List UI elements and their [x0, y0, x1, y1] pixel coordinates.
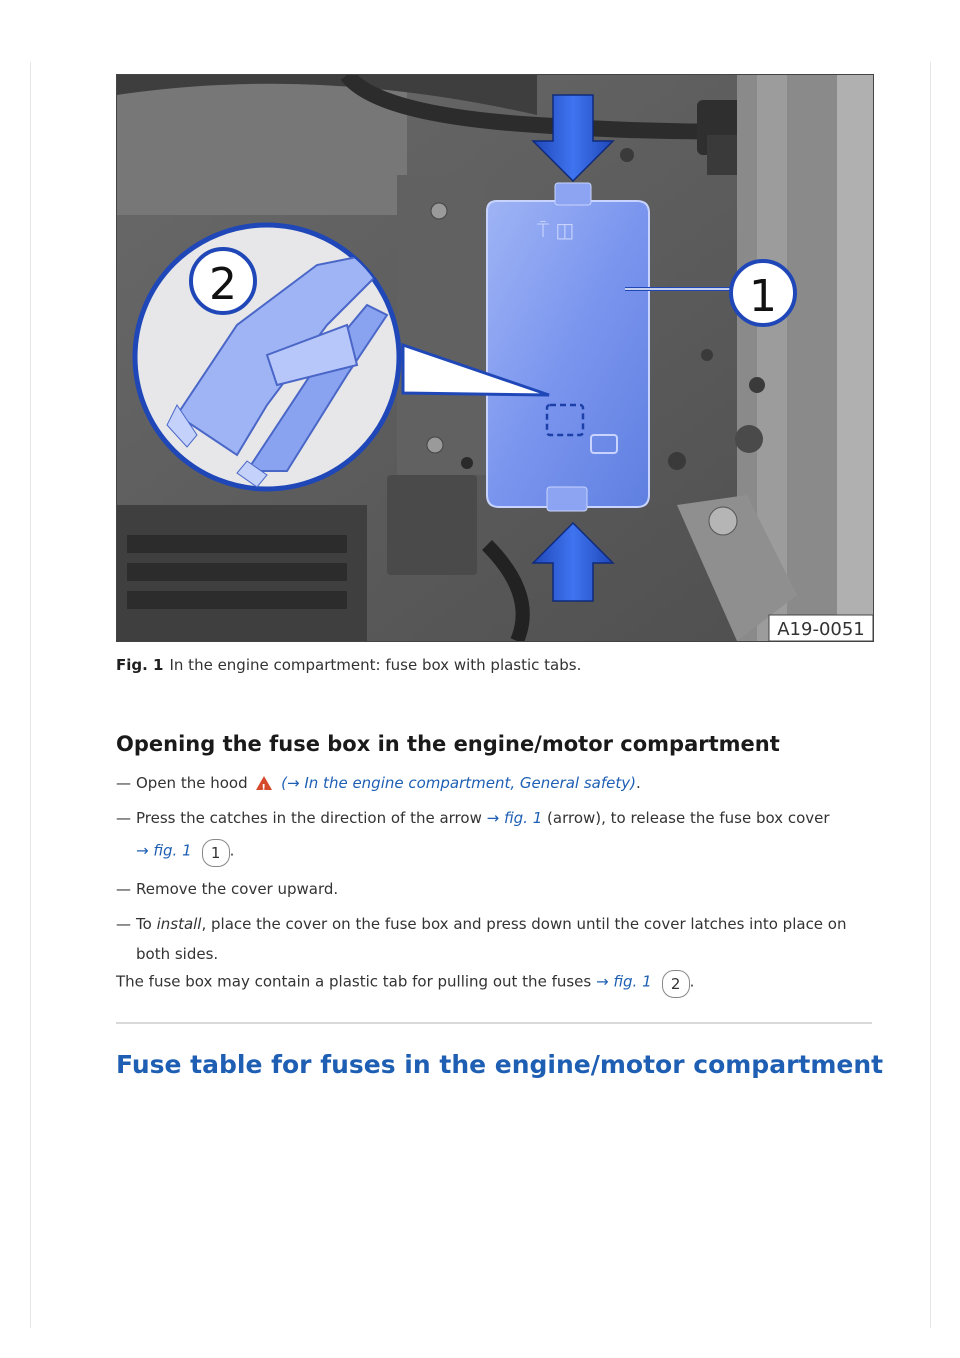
warning-triangle-icon: [256, 776, 272, 790]
figure-reference-link[interactable]: → fig. 1: [136, 841, 192, 860]
section-divider: [116, 1022, 872, 1024]
instruction-step: [116, 878, 876, 900]
page-rule-left: [30, 62, 31, 1328]
step-text-end: .: [635, 774, 641, 792]
step-text: Open the hood: [136, 774, 248, 792]
instruction-step: [116, 807, 876, 865]
step-text-rest: , place the cover on the fuse box and press down until the cover latches into place on: [201, 915, 847, 933]
figure-caption: [116, 656, 581, 674]
figure-reference-link[interactable]: → fig. 1: [596, 972, 652, 991]
section-heading-fuse-table: Fuse table for fuses in the engine/motor compartment: [116, 1050, 884, 1079]
instruction-step: [116, 772, 876, 794]
step-text: To: [136, 915, 152, 933]
step-dash: —: [116, 915, 131, 933]
figure-engine-fuse-box: [116, 74, 874, 642]
callout-label-2: 2: [209, 259, 237, 310]
fuse-box-illustration: [117, 75, 873, 641]
cross-reference-link[interactable]: (→ In the engine compartment, General safety): [281, 774, 636, 792]
note-text: The fuse box may contain a plastic tab for pulling out the fuses: [116, 972, 592, 991]
step-dash: —: [116, 880, 131, 898]
step-dash: —: [116, 809, 131, 827]
figure-caption-label: Fig. 1: [116, 656, 164, 674]
callout-badge-2: 2: [662, 970, 690, 998]
figure-image-code: A19-0051: [777, 619, 865, 640]
note-text-end: .: [689, 972, 695, 991]
step-dash: —: [116, 774, 131, 792]
page-rule-right: [930, 62, 931, 1328]
instruction-step: [116, 913, 876, 965]
step-text: Press the catches in the direction of the arrow: [136, 809, 482, 827]
callout-label-1: 1: [749, 271, 777, 322]
step-text-middle: (arrow), to release the fuse box cover: [547, 809, 830, 827]
instruction-list: [116, 772, 876, 978]
figure-caption-text: In the engine compartment: fuse box with plastic tabs.: [169, 656, 582, 674]
step-text: Remove the cover upward.: [136, 880, 339, 898]
step-emphasis: install: [156, 915, 202, 933]
step-text-end: .: [229, 841, 235, 860]
callout-badge-1: 1: [202, 839, 230, 867]
section-heading-opening-fuse-box: Opening the fuse box in the engine/motor compartment: [116, 732, 780, 756]
svg-text:⍑ ◫: ⍑ ◫: [537, 218, 575, 242]
figure-reference-link[interactable]: → fig. 1: [486, 809, 543, 827]
step-text-continued: both sides.: [136, 945, 219, 963]
fuse-puller-note: [116, 968, 694, 996]
